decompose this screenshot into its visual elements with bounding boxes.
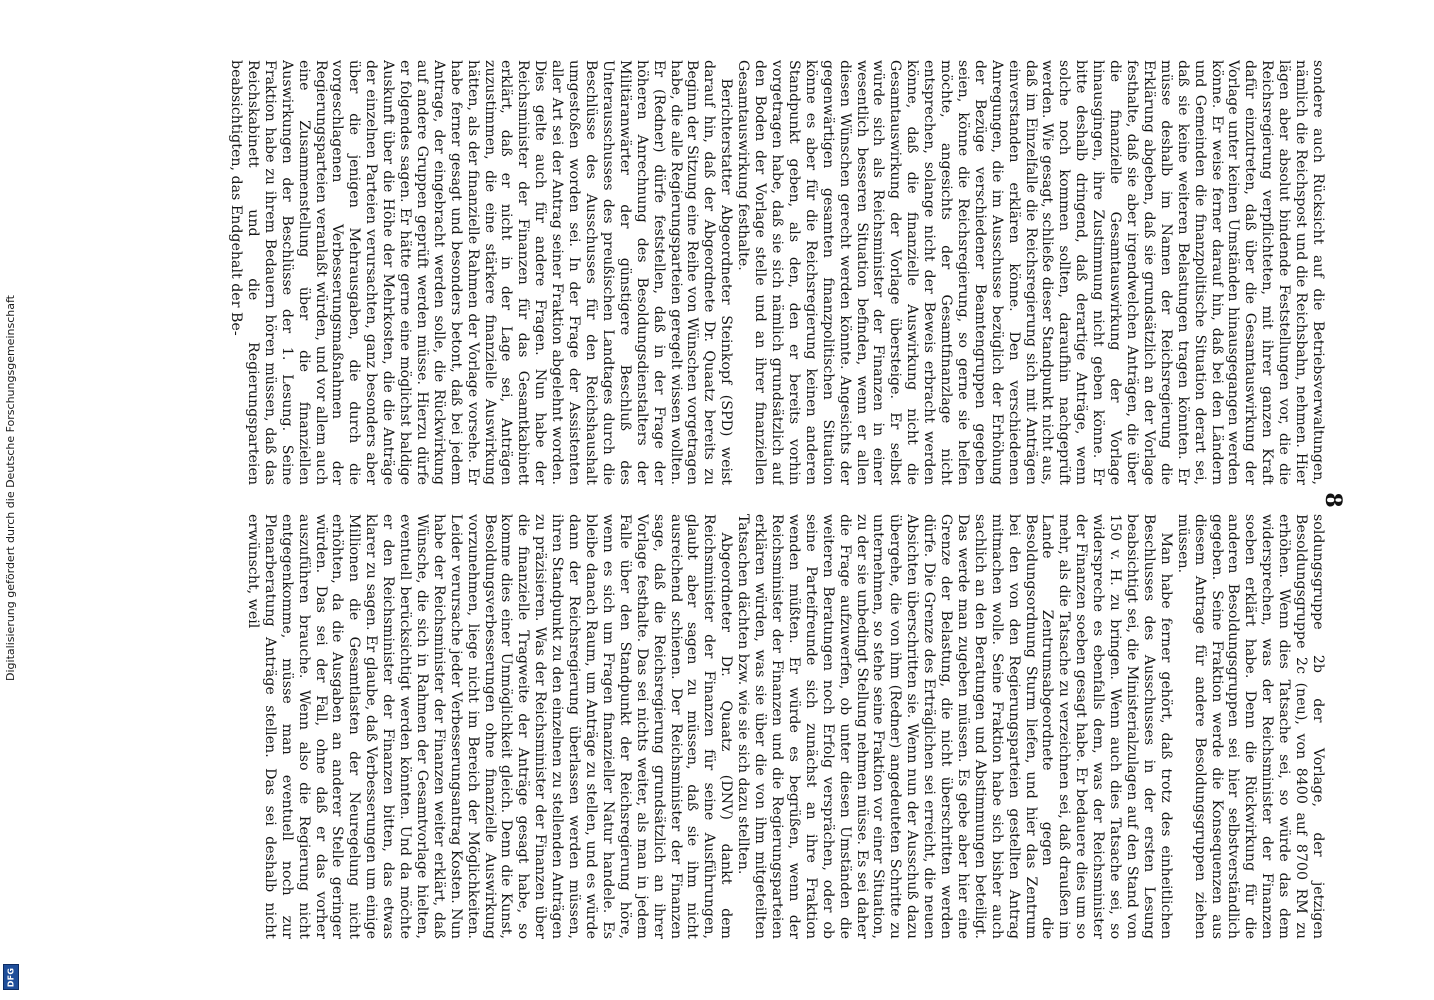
dfg-logo-text: DFG <box>6 967 16 987</box>
right-paragraph-3: Abgeordneter Dr. Quaatz (DNV) dankt dem Reichsminister der Finanzen für seine Ausführungen, glaubt aber sagen zu müssen, daß sie ihm nicht ausreichend schienen. Der Reichsminister der Finanzen sage, daß die Reichsregierung grundsätzlich an ihrer Vorlage festhalte. Das sei nichts weiter, als man in jedem Falle über den Standpunkt der Reichsregierung höre, wenn es sich um Fragen finanzieller Natur handele. Es bleibe danach Raum, um Anträge zu stellen, und es würde dann der Reichsregierung überlassen werden müssen, ihren Standpunkt zu den einzelnen zu stellenden Anträgen zu präzisieren. Was der Reichsminister der Finanzen über die finanzielle Tragweite der Anträge gesagt habe, so komme dies einer Unmöglichkeit gleich. Denn die Kunst, Besoldungsverbesserungen ohne finanzielle Auswirkung vorzunehmen, liege nicht im Bereich der Möglichkeiten. Leider verursache jeder Verbesserungsantrag Kosten. Nun habe der Reichsminister der Finanzen weiter erklärt, daß Wünsche, die sich in Rahmen der Gesamtvorlage hielten, eventuell berücksichtigt werden könnten. Und da möchte er den Reichsminister der Finanzen bitten, das etwas klarer zu sagen. Er glaube, daß Verbesserungen um einige Millionen die Gesamtlasten der Neuregelung nicht erhöhten, da die Ausgaben an anderer Stelle geringer würden. Das sei der Fall, ohne daß er das vorher auszuführen brauche. Wenn also die Regierung nicht entgegenkomme, müsse man eventuell noch zur Plenarberatung Anträge stellen. Das sei deshalb nicht erwünscht, weil <box>244 514 735 939</box>
page-number: 8 <box>1320 492 1346 508</box>
right-paragraph-2: Man habe ferner gehört, daß trotz des einheitlichen Beschlusses des Ausschusses in der ersten Lesung beabsichtigt sei, die Ministerialzulagen auf den Stand von 150 v. H. zu bringen. Wenn auch dies Tatsache sei, so widerspreche es ebenfalls dem, was der Reichsminister der Finanzen soeben gesagt habe. Er bedauere dies um so mehr, als die Tatsache zu verzeichnen sei, daß draußen im Lande Zentrumsabgeordnete gegen die Besoldungsordnung Sturm liefen, und hier das Zentrum bei den von den Regierungsparteien gestellten Antrag mitmachen wolle. Seine Fraktion habe sich bisher auch sachlich an den Beratungen und Abstimmungen beteiligt. Das werde man zugeben müssen. Es gebe aber hier eine Grenze der Belastung, die nicht überschritten werden dürfe. Die Grenze des Erträglichen sei erreicht, die neuen Absichten überschritten sie. Wenn nun der Ausschuß dazu übergehe, die von ihm (Redner) angedeuteten Schritte zu unternehmen, so stehe seine Fraktion vor einer Situation, zu der sie unbedingt Stellung nehmen müsse. Es sei daher die Frage aufzuwerfen, ob unter diesen Umständen die weiteren Beratungen noch Erfolg versprächen, oder ob seine Parteifreunde sich zunächst an ihre Fraktion wenden müßten. Er würde es begrüßen, wenn der Reichsminister der Finanzen und die Regierungsparteien erklären würden, was sie über die von ihm mitgeteilten Tatsachen dächten bzw. wie sie sich dazu stellten. <box>735 514 1174 939</box>
dfg-logo-icon <box>3 964 19 990</box>
digitization-credit: Digitalisierung gefördert durch die Deutsche Forschungsgemeinschaft <box>4 295 17 681</box>
right-paragraph-1: soldungsgruppe 2b der Vorlage, der jetzigen Besoldungsgruppe 2c (neu), von 8400 auf 8700 RM zu erhöhen. Wenn dies Tatsache sei, so würde das dem widersprechen, was der Reichsminister der Finanzen soeben erklärt habe. Denn die Rückwirkung für die anderen Besoldungsgruppen sei hier selbstverständlich gegeben. Seine Fraktion werde die Konsequenzen aus diesem Antrage für andere Besoldungsgruppen ziehen müssen. <box>1174 514 1326 939</box>
left-text-column <box>126 60 1326 485</box>
left-paragraph-1: sondere auch Rücksicht auf die Betriebsverwaltungen, nämlich die Reichspost und die Reichsbahn, nehmen. Hier lägen aber absolut bindende Feststellungen vor, die die Reichsregierung verpflichteten, mit ihrer ganzen Kraft dafür einzutreten, daß über die Gesamtauswirkung der Vorlage unter keinen Umständen hinausgegangen werden könne. Er weise ferner darauf hin, daß bei den Ländern und Gemeinden die finanzpolitische Situation derart sei, daß sie keine weiteren Belastungen tragen könnten. Er müsse deshalb im Namen der Reichsregierung die Erklärung abgeben, daß sie grundsätzlich an der Vorlage festhalte, daß sie aber irgendwelchen Anträgen, die über die finanzielle Gesamtauswirkung der Vorlage hinausgingen, ihre Zustimmung nicht geben könne. Er bitte deshalb dringend, daß derartige Anträge, wenn solche noch kommen sollten, daraufhin nachgeprüft werden. Wie gesagt, schließe dieser Standpunkt nicht aus, daß im Einzelfalle die Reichsregierung sich mit Anträgen einverstanden erklären könne. Den verschiedenen Anregungen, die im Ausschusse bezüglich der Erhöhung der Bezüge verschiedener Beamtengruppen gegeben seien, könne die Reichsregierung, so gerne sie helfen möchte, angesichts der Gesamtfinanzlage nicht entsprechen, solange nicht der Beweis erbracht werden könne, daß die finanzielle Auswirkung nicht die Gesamtauswirkung der Vorlage übersteige. Er selbst würde sich als Reichsminister der Finanzen in einer wesentlich besseren Situation befinden, wenn er allen diesen Wünschen gerecht werden könnte. Angesichts der gegenwärtigen gesamten finanzpolitischen Situation könne es aber für die Reichsregierung keinen anderen Standpunkt geben, als den, den er bereits vorhin vorgetragen habe, daß sie sich nämlich grundsätzlich auf den Boden der Vorlage stelle und an ihrer finanziellen Gesamtauswirkung festhalte. <box>735 60 1326 485</box>
left-paragraph-2: Berichterstatter Abgeordneter Steinkopf (SPD) weist darauf hin, daß der Abgeordnete Dr. Quaatz bereits zu Beginn der Sitzung eine Reihe von Wünschen vorgetragen habe, die alle Regierungsparteien geregelt wissen wollten. Er (Redner) dürfe feststellen, daß in der Frage der höheren Anrechnung des Besoldungsdienstalters der Militäranwärter der günstigere Beschluß des Unterausschusses des preußischen Landtages durch die Beschlüsse des Ausschusses für den Reichshaushalt umgestoßen worden sei. In der Frage der Assistenten aller Art sei der Antrag seiner Fraktion abgelehnt worden. Dies gelte auch für andere Fragen. Nun habe der Reichsminister der Finanzen für das Gesamtkabinett erklärt, daß er nicht in der Lage sei, Anträgen zuzustimmen, die eine stärkere finanzielle Auswirkung hätten, als der finanzielle Rahmen der Vorlage vorsehe. Er habe ferner gesagt und besonders betont, daß bei jedem Antrage, der eingebracht werden solle, die Rückwirkung auf andere Gruppen geprüft werden müsse. Hierzu dürfe er folgendes sagen. Er hätte gerne eine möglichst baldige Auskunft über die Höhe der Mehrkosten, die die Anträge der einzelnen Parteien verursachten, ganz besonders aber über die jenigen Mehrausgaben, die durch die vorgeschlagenen Verbesserungsmaßnahmen der Regierungsparteien veranlaßt würden, und vor allem auch eine Zusammenstellung über die finanziellen Auswirkungen der Beschlüsse der 1. Lesung. Seine Fraktion habe zu ihrem Bedauern hören müssen, daß das Reichskabinett und die Regierungsparteien beabsichtigten, das Endgehalt der Be- <box>228 60 735 485</box>
digitization-footer <box>0 0 22 1000</box>
right-text-column <box>126 514 1326 939</box>
